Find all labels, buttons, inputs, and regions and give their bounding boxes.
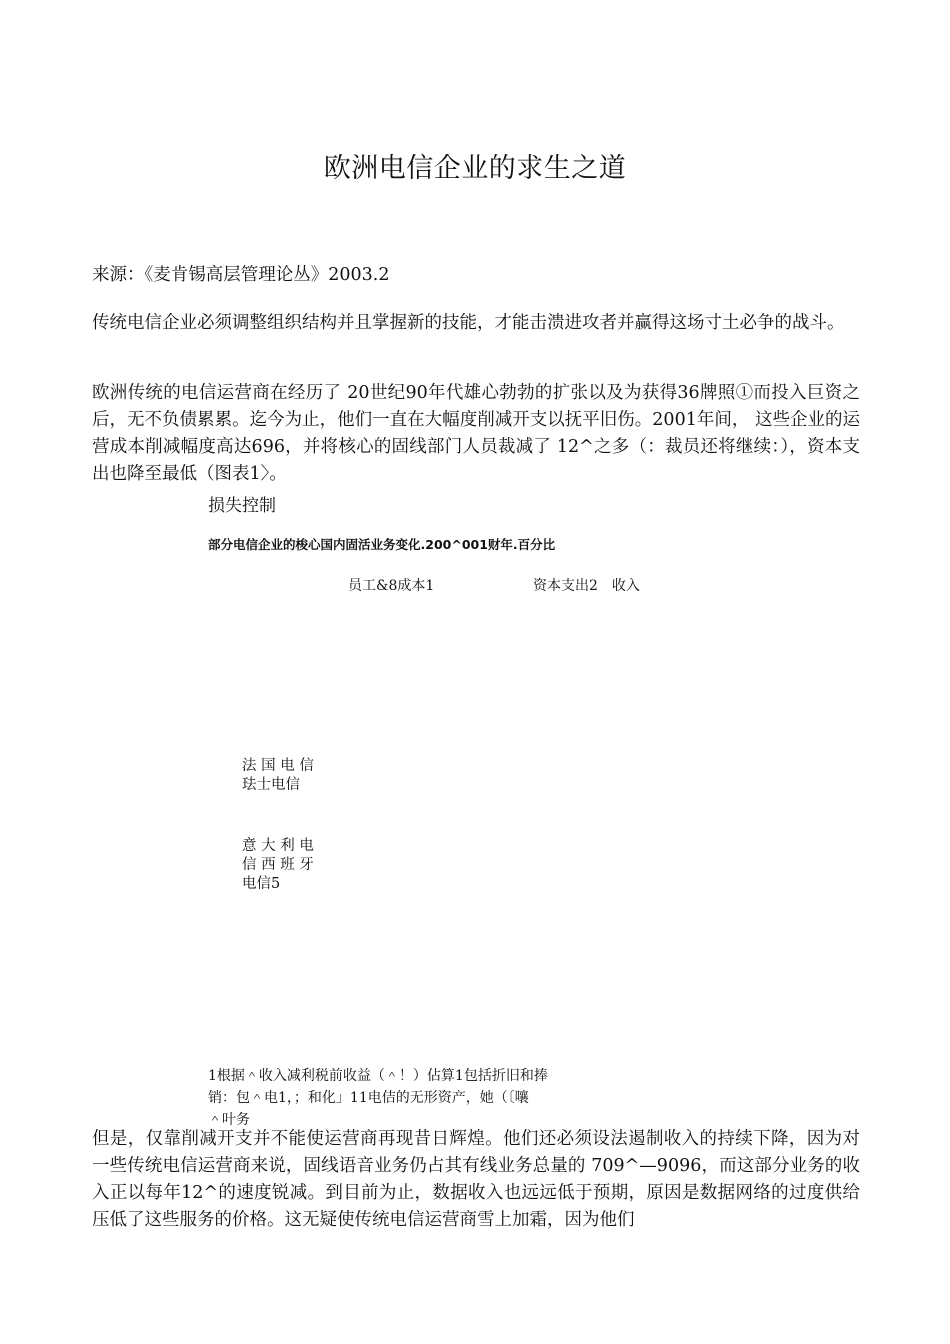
exhibit-company-group	[242, 837, 334, 894]
exhibit-subtitle: 部分电信企业的梭心国内固活业务变化.200^001财年.百分比	[208, 537, 556, 552]
footnote-line: ＾叶务	[208, 1112, 250, 1128]
paragraph-cost-cutting: 欧洲传统的电信运营商在经历了 20世纪90年代雄心勃勃的扩张以及为获得36牌照①而投入巨资之后，无不负债累累。迄今为止，他们一直在大幅度削减开支以抚平旧伤。2001年间， 这些企业的运营成本削减幅度高达696，并将核心的固线部门人员裁减了 12^之多（：裁员还将继续：），资本支出也降至最低（图表1〉。	[92, 383, 860, 484]
exhibit-heading: 损失控制	[208, 496, 276, 516]
source-line: 来源：《麦肯锡高层管理论丛》2003.2	[92, 265, 390, 285]
document-title: 欧洲电信企业的求生之道	[323, 153, 627, 184]
exhibit-footnotes	[208, 1065, 600, 1131]
exhibit-company-group	[242, 757, 334, 795]
company-label: 法 国 电 信	[242, 758, 314, 774]
company-label: 意 大 利 电	[242, 838, 314, 854]
exhibit-legend-left: 员工&8成本1	[348, 578, 435, 594]
footnote-line: 1根据＾收入减利税前收益（＾！）佔算1包括折旧和捧	[208, 1068, 548, 1084]
footnote-line: 销：包＾电1，；和化」11电佶的无形资产，她（〔嚷	[208, 1090, 529, 1106]
company-label: 珐士电信	[242, 777, 300, 793]
paragraph-intro: 传统电信企业必须调整组织结构并且掌握新的技能，才能击溃进攻者并赢得这场寸土必争的战斗。	[92, 313, 845, 333]
company-label: 信 西 班 牙	[242, 857, 314, 873]
exhibit-legend-right: 资本支出2 收入	[533, 578, 640, 594]
company-label: 电信5	[242, 876, 281, 892]
paragraph-revenue-decline: 但是，仅靠削减开支并不能使运营商再现昔日辉煌。他们还必须设法遏制收入的持续下降，因为对一些传统电信运营商来说，固线语音业务仍占其有线业务总量的 709^—9096，而这部分业务的收入正以每年12^的速度锐减。到目前为止，数据收入也远远低于预期，原因是数据网络的过度供给压低了这些服务的价格。这无疑使传统电信运营商雪上加霜，因为他们	[92, 1129, 860, 1230]
